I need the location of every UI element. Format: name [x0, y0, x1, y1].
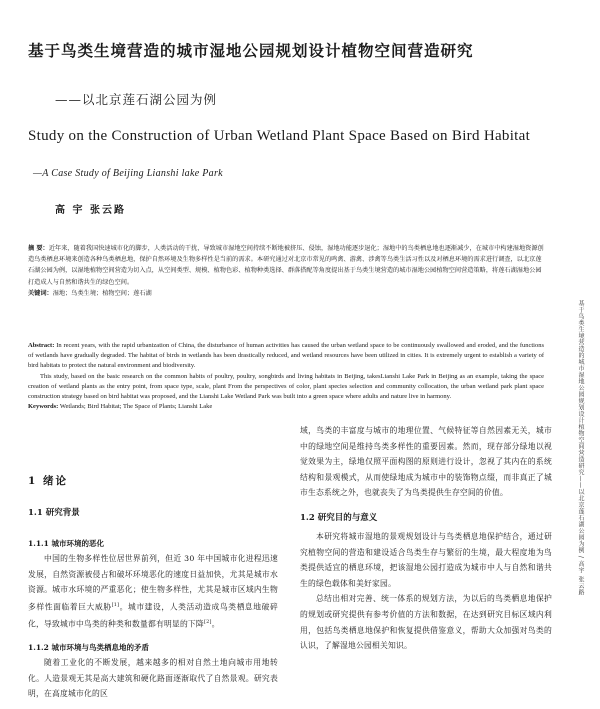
- keywords-zh-label: 关键词：: [28, 289, 53, 297]
- section-1-1-heading: 1.1 研究背景: [28, 508, 80, 518]
- paper-subtitle-en: —A Case Study of Beijing Lianshi lake Park: [33, 168, 223, 179]
- side-margin-strip: 基于鸟类生境营造的城市湿地公园规划设计植物空间营造研究——以北京莲石湖公园为例 / 高宇 张云路: [577, 300, 584, 596]
- abstract-zh-text: 近年来，随着我国快速城市化的脚步，人类活动的干扰，导致城市湿地空间持续不断地被挤压、侵蚀，湿地功能逐步退化；湿地中的鸟类栖息地也逐渐减少，在城市中构建湿地资源创造鸟类栖息环境来创造各种鸟类栖息地，保护自然环境及生物多样性是当前的需求。本研究通过对北京市常见的鸣禽、游禽、涉禽等鸟类生活习性以及对栖息环境的需求进行调查，以北京莲石湖公园为例，以湿地植物空间营造为切入点，从空间类型、规模、植物色彩、植物种类选择、群落搭配等角度提出基于鸟类生境营造的城市湿地公园植物空间营造策略，将莲石湖湿地公园打造成人与自然和谐共生的绿色空间。: [28, 245, 544, 286]
- abstract-zh-label: 摘 要：: [28, 245, 49, 252]
- keywords-en-label: Keywords:: [28, 403, 59, 411]
- authors: 高 宇 张云路: [55, 205, 126, 216]
- section-1-heading: 1 绪论: [28, 475, 68, 487]
- abstract-en-label: Abstract:: [28, 342, 55, 349]
- para-conflict: 随着工业化的不断发展，越来越多的相对自然土地向城市用地转化。人造景观无其是高大建筑和硬化路面逐渐取代了自然景观。研究表明，在高度城市化的区: [28, 658, 278, 699]
- right-column: [300, 423, 552, 654]
- para-top-right: 域，鸟类的丰富度与城市的地理位置、气候特征等自然因素无关，城市中的绿地空间是维持鸟类多样性的重要因素。然而，现存部分绿地以视觉效果为主，绿地仅照平面构图的原则进行设计，忽视了其内在的系统结构和景观模式，从而使绿地成为城市中的装饰物点缀，而非真正了城市生态系统之外，也就丧失了为鸟类提供生存空间的价值。: [300, 426, 552, 498]
- para-purpose-2: 总结出相对完善、统一体系的规划方法，为以后的鸟类栖息地保护的规划或研究提供有参考价值的方法和数据，在达到研究目标区域内利用，包括鸟类栖息地保护和恢复提供借鉴意义，帮助大众加强对鸟类的认识，了解湿地公园相关知识。: [300, 594, 552, 651]
- ref-1: [1]: [111, 601, 120, 608]
- paper-subtitle-zh: ——以北京莲石湖公园为例: [55, 92, 218, 107]
- section-1-2-heading: 1.2 研究目的与意义: [300, 512, 378, 523]
- paper-title-zh: 基于鸟类生境营造的城市湿地公园规划设计植物空间营造研究: [28, 41, 474, 60]
- para-environment: [28, 551, 278, 632]
- keywords-zh-text: 湿地；鸟类生境；植物空间；莲石湖: [52, 289, 152, 297]
- para1-cont: 。城市建设，人类活动造成鸟类栖息地破碎化，导致城市中鸟类的种类和数量都有明显的下降: [28, 602, 278, 629]
- abstract-en-text2: This study, based on the basic research on the common habits of poultry, poultry, songbirds and living habitats in Beijing, takesLianshi Lake Park in Beijing as an example, taking the space creation of wetland plants as the entry point, from space type, scale, plant From the perspectives of color, plant species selection and community collocation, the urban wetland park plant space construction strategy based on bird habitat was proposed, and the Lianshi Lake Wetland Park was built into a green space where adults and nature live in harmony.: [28, 372, 544, 401]
- keywords-en: [28, 402, 544, 412]
- paper-title-en: Study on the Construction of Urban Wetland Plant Space Based on Bird Habitat: [28, 128, 531, 144]
- keywords-zh: [28, 288, 544, 299]
- keywords-en-text: Wetlands; Bird Habitat; The Space of Plants; Lianshi Lake: [59, 403, 213, 411]
- ref-2: [2]: [203, 618, 212, 625]
- para1-text: 中国的生物多样性位居世界前列，但近 30 年中国城市化进程迅速发展，自然资源被侵占和破坏环境恶化的速度日益加快，尤其是城市水资源。城市水环境的严重恶化；使生物多样性，尤其是城市区域内生物多样性面临着巨大威胁: [28, 554, 278, 612]
- section-1-1-1-heading: 1.1.1 城市环境的恶化: [28, 539, 104, 548]
- abstract-en-text: In recent years, with the rapid urbanization of China, the disturbance of human activities has caused the urban wetland space to be continuously swallowed and eroded, and the functions of wetlands have gradually degraded. The habitat of birds in wetlands has been drastically reduced, and wetland resources have been utilized in cities. It is extremely urgent to establish a variety of bird habitats to protect the natural environment and biodiversity.: [28, 342, 545, 370]
- abstract-zh: [28, 243, 544, 299]
- left-column: [28, 467, 278, 702]
- abstract-en: [28, 341, 544, 412]
- para1-end: 。: [211, 619, 220, 629]
- section-1-1-2-heading: 1.1.2 城市环境与鸟类栖息地的矛盾: [28, 643, 149, 653]
- para-purpose-1: 本研究将城市湿地的景观规划设计与鸟类栖息地保护结合，通过研究植物空间的营造和建设适合鸟类生存与繁衍的生境，最大程度地为鸟类提供适宜的栖息环境，把该湿地公园打造成为城市中人与自然和谐共生的绿色载体和美好家园。: [300, 531, 552, 588]
